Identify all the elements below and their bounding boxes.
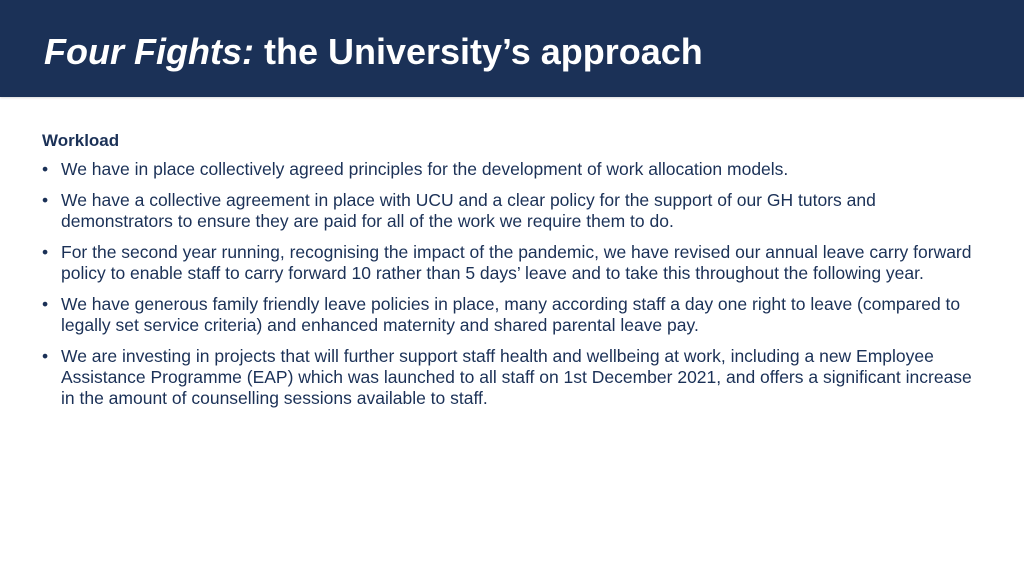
bullet-icon: • [42,159,49,179]
slide-title-rest: the University’s approach [263,31,703,72]
list-item [42,159,982,180]
bullet-icon: • [42,242,49,262]
slide-title-emphasis: Four Fights: [44,31,254,72]
bullet-icon: • [42,346,49,366]
section-heading: Workload [42,131,120,150]
list-item-text: We have generous family friendly leave policies in place, many according staff a day one right to leave (compared to legally set service criteria) and enhanced maternity and shared parental leave pay. [61,294,961,335]
list-item-text: We are investing in projects that will further support staff health and wellbeing at work, including a new Employee Assistance Programme (EAP) which was launched to all staff on 1st December 2021, and offers a significant increase in the amount of counselling sessions available to staff. [61,346,972,408]
slide-title [44,30,703,74]
list-item [42,190,982,232]
list-item [42,346,982,409]
bullet-icon: • [42,294,49,314]
list-item-text: We have in place collectively agreed principles for the development of work allocation models. [61,159,789,179]
list-item-text: We have a collective agreement in place with UCU and a clear policy for the support of our GH tutors and demonstrators to ensure they are paid for all of the work we require them to do. [61,190,876,231]
slide-body [42,130,982,419]
list-item-text: For the second year running, recognising the impact of the pandemic, we have revised our annual leave carry forward policy to enable staff to carry forward 10 rather than 5 days’ leave and to take this throughout the following year. [61,242,972,283]
list-item [42,242,982,284]
list-item [42,294,982,336]
title-bar [0,0,1024,97]
bullet-icon: • [42,190,49,210]
bullet-list [42,159,982,409]
